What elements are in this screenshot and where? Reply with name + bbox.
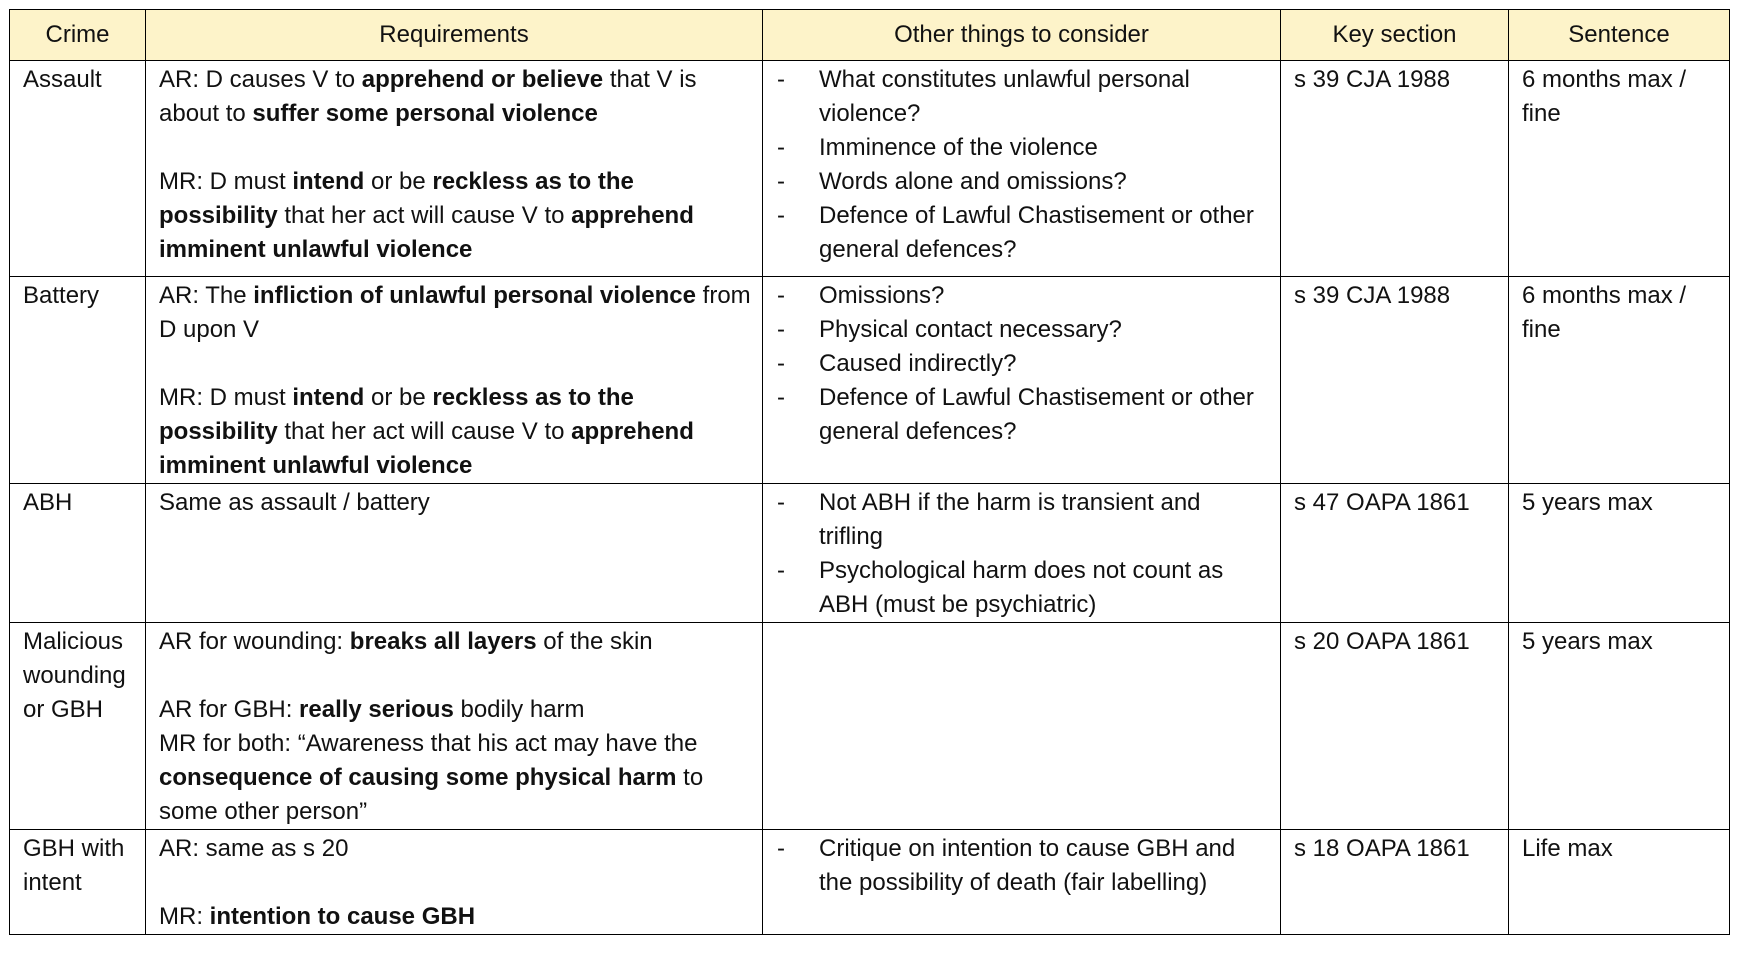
requirement-text: AR: The [159,282,254,309]
requirement-text: AR for GBH: [159,696,300,723]
dash-bullet-icon: - [777,66,785,93]
crime-cell: GBH with intent [10,830,146,935]
requirement-paragraph [159,693,752,727]
requirement-text: bodily harm [453,696,585,723]
consider-list [776,63,1270,267]
header-sentence: Sentence [1509,10,1730,61]
dash-bullet-icon: - [777,557,785,584]
sentence-cell: 5 years max [1509,484,1730,623]
requirement-text: of the skin [536,628,653,655]
requirements-cell [146,61,763,277]
consider-item-text: What constitutes unlawful personal violence? [819,66,1190,127]
requirement-text: MR: [159,903,210,930]
consider-item-text: Physical contact necessary? [819,316,1122,343]
consider-item-text: Not ABH if the harm is transient and trifling [819,489,1201,550]
dash-bullet-icon: - [777,282,785,309]
crime-cell: ABH [10,484,146,623]
header-key-section: Key section [1281,10,1509,61]
requirement-bold-text: suffer some personal violence [252,100,598,127]
consider-item [776,279,1270,313]
consider-cell [763,61,1281,277]
table-row [10,484,1730,623]
consider-item [776,554,1270,622]
requirement-bold-text: apprehend imminent unlawful violence [159,418,694,479]
requirement-bold-text: consequence of causing some physical harm [159,764,677,791]
crime-cell: Malicious wounding or GBH [10,623,146,830]
dash-bullet-icon: - [777,489,785,516]
requirement-bold-text: intend [292,384,365,411]
consider-item [776,165,1270,199]
crime-cell: Battery [10,277,146,484]
requirement-paragraph [159,63,752,131]
table-body [10,61,1730,935]
requirement-bold-text: intention to cause GBH [209,903,476,930]
consider-item-text: Caused indirectly? [819,350,1017,377]
header-row [10,10,1730,61]
requirement-text: AR: D causes V to [159,66,362,93]
requirement-text: to some other person” [159,764,704,825]
requirement-paragraph [159,727,752,829]
requirements-cell [146,277,763,484]
consider-item-text: Words alone and omissions? [819,168,1127,195]
header-requirements: Requirements [146,10,763,61]
consider-item [776,63,1270,131]
requirement-paragraph [159,625,752,659]
consider-item-text: Psychological harm does not count as ABH (must be psychiatric) [819,557,1224,618]
dash-bullet-icon: - [777,134,785,161]
requirement-text: Same as assault / battery [159,489,430,516]
requirement-bold-text: infliction of unlawful personal violence [253,282,696,309]
dash-bullet-icon: - [777,202,785,229]
requirement-paragraph [159,165,752,267]
requirement-bold-text: apprehend or believe [361,66,604,93]
table-row [10,830,1730,935]
consider-item-text: Imminence of the violence [819,134,1098,161]
requirement-paragraph [159,832,752,866]
consider-item [776,199,1270,267]
key-section-cell: s 47 OAPA 1861 [1281,484,1509,623]
consider-item [776,381,1270,449]
consider-cell [763,484,1281,623]
requirement-bold-text: really serious [299,696,454,723]
consider-cell [763,830,1281,935]
consider-list [776,279,1270,449]
crime-cell: Assault [10,61,146,277]
dash-bullet-icon: - [777,168,785,195]
requirement-paragraph [159,279,752,347]
requirement-text: that V is about to [159,66,697,127]
requirements-cell [146,484,763,623]
table-row [10,623,1730,830]
sentence-cell: 6 months max / fine [1509,277,1730,484]
consider-item-text: Omissions? [819,282,945,309]
requirement-text: AR for wounding: [159,628,350,655]
offences-table-container [9,9,1730,935]
consider-cell [763,277,1281,484]
requirement-text: from D upon V [159,282,751,343]
table-row [10,61,1730,277]
requirement-text: MR: D must [159,384,293,411]
table-row [10,277,1730,484]
consider-list [776,486,1270,622]
sentence-cell: 6 months max / fine [1509,61,1730,277]
dash-bullet-icon: - [777,350,785,377]
key-section-cell: s 39 CJA 1988 [1281,277,1509,484]
header-other-things-to-consider: Other things to consider [763,10,1281,61]
paragraph-gap [159,866,752,900]
offences-comparison-table [9,9,1730,935]
requirement-bold-text: apprehend imminent unlawful violence [159,202,694,263]
consider-list [776,832,1270,900]
sentence-cell: Life max [1509,830,1730,935]
requirement-text: MR: D must [159,168,293,195]
requirement-text: MR for both: “Awareness that his act may have the [159,730,698,757]
paragraph-gap [159,131,752,165]
requirement-text: or be [364,168,433,195]
requirement-paragraph [159,900,752,934]
paragraph-gap [159,659,752,693]
requirement-paragraph [159,381,752,483]
requirement-text: that her act will cause V to [277,418,572,445]
consider-item [776,486,1270,554]
consider-item [776,313,1270,347]
requirement-text: that her act will cause V to [277,202,572,229]
requirements-cell [146,830,763,935]
consider-cell [763,623,1281,830]
sentence-cell: 5 years max [1509,623,1730,830]
consider-item-text: Critique on intention to cause GBH and the possibility of death (fair labelling) [819,835,1236,896]
requirement-bold-text: breaks all layers [349,628,537,655]
requirement-bold-text: reckless as to the possibility [159,168,634,229]
consider-item [776,832,1270,900]
requirements-cell [146,623,763,830]
requirement-text: AR: same as s 20 [159,835,349,862]
key-section-cell: s 39 CJA 1988 [1281,61,1509,277]
key-section-cell: s 18 OAPA 1861 [1281,830,1509,935]
requirement-text: or be [364,384,433,411]
requirement-bold-text: intend [292,168,365,195]
dash-bullet-icon: - [777,316,785,343]
consider-item [776,131,1270,165]
consider-item [776,347,1270,381]
key-section-cell: s 20 OAPA 1861 [1281,623,1509,830]
dash-bullet-icon: - [777,835,785,862]
header-crime: Crime [10,10,146,61]
requirement-paragraph [159,486,752,520]
dash-bullet-icon: - [777,384,785,411]
paragraph-gap [159,347,752,381]
consider-item-text: Defence of Lawful Chastisement or other general defences? [819,384,1254,445]
consider-item-text: Defence of Lawful Chastisement or other general defences? [819,202,1254,263]
requirement-bold-text: reckless as to the possibility [159,384,634,445]
